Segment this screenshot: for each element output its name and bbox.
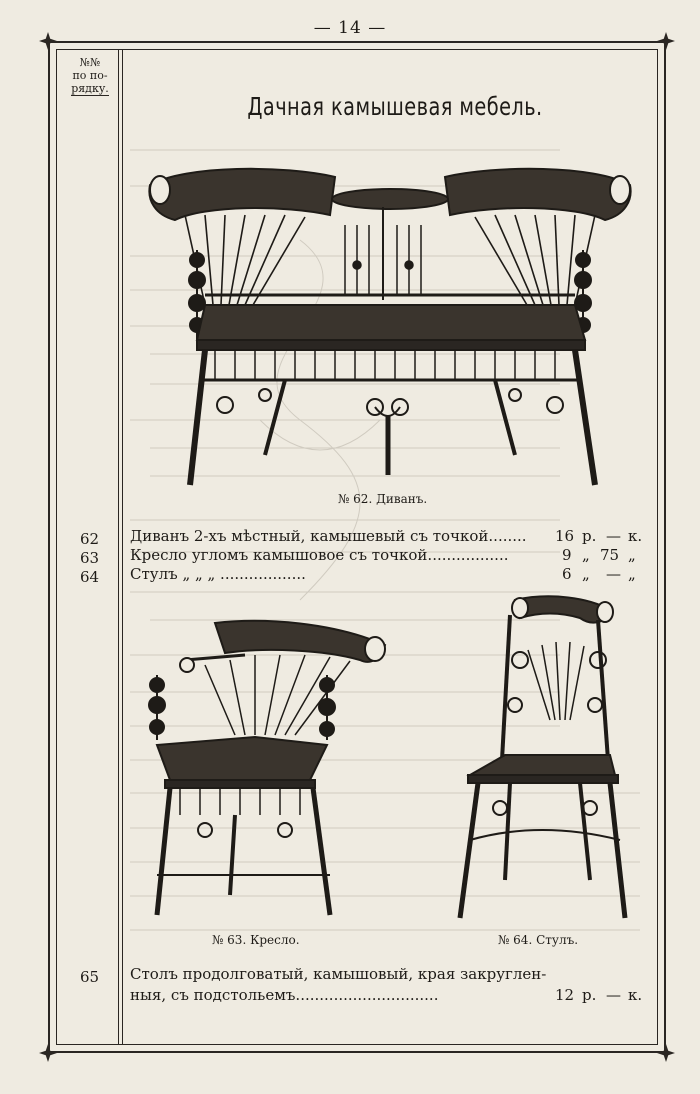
corner-ornament-icon [655, 1042, 677, 1064]
item-price-rub-unit: р. [582, 527, 597, 545]
item-number: 63 [80, 549, 100, 567]
item-price-kop-unit: к. [628, 986, 643, 1004]
sofa-illustration [145, 155, 635, 490]
page-number: — 14 — [313, 18, 387, 38]
chair-illustration [450, 590, 630, 925]
item-price-kop: — [606, 986, 621, 1004]
item-price-kop-unit: к. [628, 527, 643, 545]
figure-caption-armchair: № 63. Кресло. [212, 933, 300, 947]
item-number: 62 [80, 530, 100, 548]
column-divider [118, 49, 119, 1045]
corner-ornament-icon [655, 30, 677, 52]
item-description: Кресло угломъ камышовое съ точкой................. [130, 546, 509, 564]
column-header-line: рядку. [71, 82, 109, 95]
item-price-rub: 16 [555, 527, 575, 545]
item-description: Диванъ 2-хъ мѣстный, камышевый съ точкой........ [130, 527, 527, 545]
figure-caption-sofa: № 62. Диванъ. [338, 492, 428, 506]
item-price-kop-unit: „ [628, 565, 636, 583]
item-price-rub: 6 [562, 565, 572, 583]
page-title: Дачная камышевая мебель. [247, 92, 543, 121]
item-price-kop: — [606, 565, 621, 583]
column-header [62, 56, 118, 96]
item-price-kop-unit: „ [628, 546, 636, 564]
item-number: 65 [80, 968, 100, 986]
armchair-illustration [135, 615, 390, 925]
item-price-rub: 12 [555, 986, 575, 1004]
column-divider-double [122, 49, 123, 1045]
item-price-rub-unit: р. [582, 986, 597, 1004]
item-number: 64 [80, 568, 100, 586]
figure-caption-chair: № 64. Стулъ. [498, 933, 579, 947]
item-price-rub: 9 [562, 546, 572, 564]
item-price-kop: 75 [600, 546, 620, 564]
corner-ornament-icon [37, 30, 59, 52]
column-header-line: по по- [72, 69, 108, 82]
item-description: Стулъ „ „ „ .................. [130, 565, 306, 583]
item-price-rub-unit: „ [582, 546, 590, 564]
item-price-rub-unit: „ [582, 565, 590, 583]
item-price-kop: — [606, 527, 621, 545]
item-description-line2: ныя, съ подстольемъ.............................. [130, 986, 439, 1004]
column-header-line: №№ [79, 56, 101, 69]
item-description-line1: Столъ продолговатый, камышовый, края закруглен- [130, 965, 547, 983]
corner-ornament-icon [37, 1042, 59, 1064]
